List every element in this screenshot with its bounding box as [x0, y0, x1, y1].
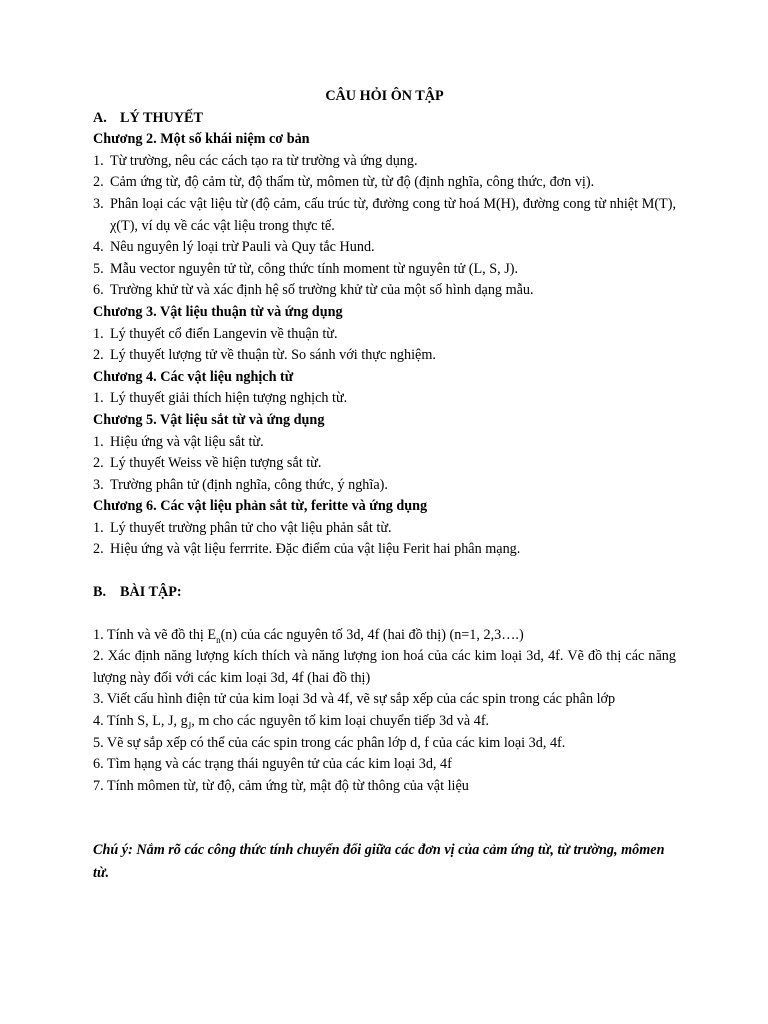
exercise-item [93, 711, 676, 733]
item-text: Lý thuyết giải thích hiện tượng nghịch từ. [110, 390, 348, 407]
item-text: Trường phân tử (định nghĩa, công thức, ý nghĩa). [110, 476, 388, 493]
item-number: 1. [93, 433, 104, 450]
exercise-item: 7. Tính mômen từ, từ độ, cảm ứng từ, mật độ từ thông của vật liệu [93, 777, 469, 794]
list-item [93, 453, 676, 475]
subscript: n [216, 634, 221, 645]
section-b-label: BÀI TẬP: [120, 584, 182, 601]
item-text: Nêu nguyên lý loại trừ Pauli và Quy tắc Hund. [110, 239, 375, 256]
exercise-text: 1. Tính và vẽ đồ thị E [93, 626, 217, 643]
page-title: CÂU HỎI ÔN TẬP [325, 88, 444, 104]
document-page [93, 86, 676, 884]
spacer [93, 818, 676, 839]
list-item [93, 259, 676, 281]
list-item [93, 172, 676, 194]
item-text: Từ trường, nêu các cách tạo ra từ trường và ứng dụng. [110, 152, 418, 169]
spacer [93, 561, 676, 582]
list-item [93, 151, 676, 173]
list-item [93, 539, 676, 561]
item-number: 3. [93, 476, 104, 493]
list-item [93, 280, 676, 302]
item-number: 1. [93, 519, 104, 536]
list-item [93, 432, 676, 454]
item-number: 2. [93, 347, 104, 364]
item-text: Mẫu vector nguyên tử từ, công thức tính moment từ nguyên tử (L, S, J). [110, 260, 519, 277]
item-text: Hiệu ứng và vật liệu ferrrite. Đặc điểm của vật liệu Ferit hai phân mạng. [110, 541, 521, 558]
item-number: 6. [93, 282, 104, 299]
item-text: Lý thuyết lượng tử về thuận từ. So sánh với thực nghiệm. [110, 347, 436, 364]
exercise-text: , m cho các nguyên tố kim loại chuyển tiếp 3d và 4f. [191, 713, 490, 730]
item-number: 2. [93, 541, 104, 558]
exercise-item: 2. Xác định năng lượng kích thích và năng lượng ion hoá của các kim loại 3d, 4f. Vẽ đồ thị các năng lượng này đối với các kim loại 3d, 4f (hai đồ thị) [93, 648, 676, 686]
item-text: Hiệu ứng và vật liệu sắt từ. [110, 433, 264, 450]
section-b-heading [93, 582, 676, 604]
list-item [93, 237, 676, 259]
list-item [93, 345, 676, 367]
item-text: Phân loại các vật liệu từ (độ cảm, cấu trúc từ, đường cong từ hoá M(H), đường cong từ nhiệt M(T), χ(T), ví dụ về các vật liệu trong thực tế. [110, 195, 676, 234]
item-text: Lý thuyết Weiss về hiện tượng sắt từ. [110, 455, 322, 472]
list-item [93, 194, 676, 237]
item-number: 1. [93, 390, 104, 407]
list-item [93, 324, 676, 346]
list-item [93, 475, 676, 497]
item-number: 2. [93, 455, 104, 472]
chapter-heading: Chương 6. Các vật liệu phản sắt từ, feritte và ứng dụng [93, 498, 428, 515]
exercise-text: (n) của các nguyên tố 3d, 4f (hai đồ thị) (n=1, 2,3….) [220, 626, 524, 643]
note: Chú ý: Nắm rõ các công thức tính chuyển đổi giữa các đơn vị của cảm ứng từ, từ trường, mômen từ. [93, 842, 665, 881]
spacer [93, 797, 676, 818]
exercise-item [93, 625, 676, 647]
chapter-heading: Chương 4. Các vật liệu nghịch từ [93, 368, 294, 385]
chapter-heading: Chương 5. Vật liệu sắt từ và ứng dụng [93, 411, 325, 428]
item-number: 2. [93, 174, 104, 191]
item-number: 3. [93, 195, 104, 212]
section-a-heading [93, 108, 676, 130]
item-text: Lý thuyết cổ điển Langevin về thuận từ. [110, 325, 338, 342]
exercise-item: 3. Viết cấu hình điện tử của kim loại 3d và 4f, vẽ sự sắp xếp của các spin trong các phân lớp [93, 691, 616, 708]
chapter-heading: Chương 3. Vật liệu thuận từ và ứng dụng [93, 303, 343, 320]
section-a-label: LÝ THUYẾT [120, 109, 203, 126]
chapter-heading: Chương 2. Một số khái niệm cơ bản [93, 131, 310, 148]
item-number: 5. [93, 260, 104, 277]
exercise-text: 4. Tính S, L, J, g [93, 713, 188, 730]
subscript: J [187, 720, 192, 731]
list-item [93, 388, 676, 410]
item-text: Trường khử từ và xác định hệ số trường khử từ của một số hình dạng mẫu. [110, 282, 534, 299]
item-number: 1. [93, 325, 104, 342]
item-text: Lý thuyết trường phân tử cho vật liệu phản sắt từ. [110, 519, 392, 536]
list-item [93, 518, 676, 540]
exercise-item: 6. Tìm hạng và các trạng thái nguyên tử của các kim loại 3d, 4f [93, 756, 452, 773]
section-a-letter: A. [93, 109, 107, 126]
exercise-item: 5. Vẽ sự sắp xếp có thể của các spin trong các phân lớp d, f của các kim loại 3d, 4f. [93, 734, 566, 751]
spacer [93, 604, 676, 625]
item-number: 1. [93, 152, 104, 169]
item-text: Cảm ứng từ, độ cảm từ, độ thẩm từ, mômen từ, từ độ (định nghĩa, công thức, đơn vị). [110, 174, 595, 191]
section-b-letter: B. [93, 584, 107, 601]
item-number: 4. [93, 239, 104, 256]
